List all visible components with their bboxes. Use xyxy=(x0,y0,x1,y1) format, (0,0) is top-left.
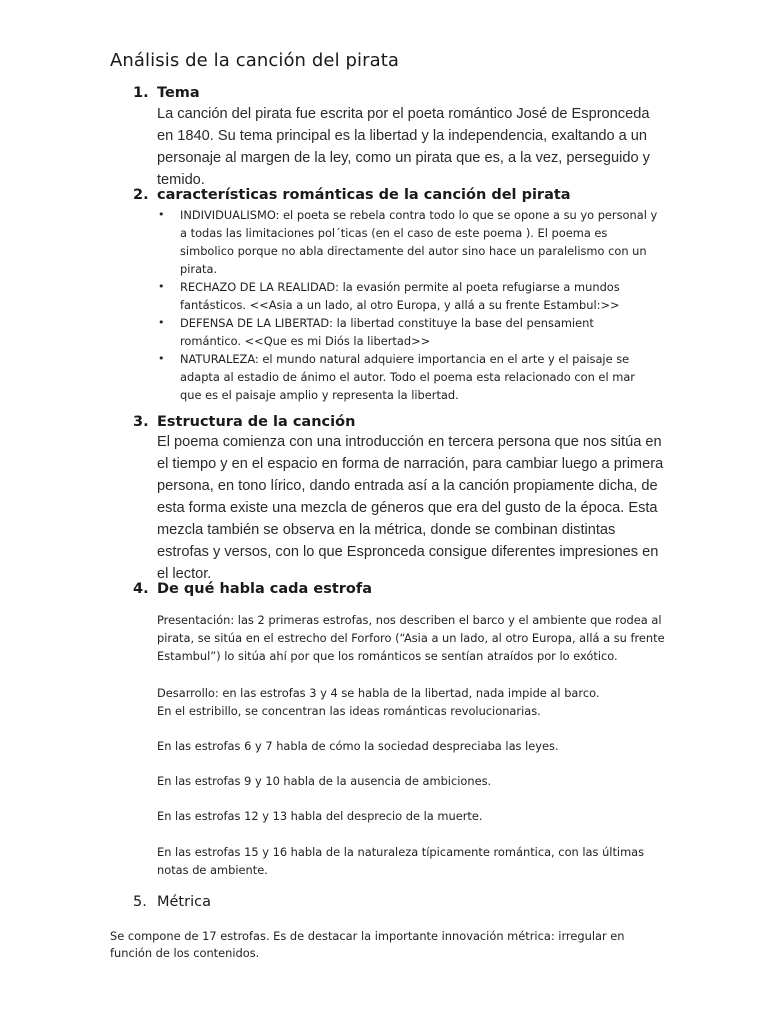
estrofas-15-16-text: En las estrofas 15 y 16 habla de la naturaleza típicamente romántica, con las últimas notas de ambiente. xyxy=(157,845,645,877)
section-5-number: 5. xyxy=(133,894,147,910)
estribillo-text: En el estribillo, se concentran las ideas románticas revolucionarias. xyxy=(157,704,541,718)
section-3-heading xyxy=(133,414,355,430)
estrofas-12-13-text: En las estrofas 12 y 13 habla del desprecio de la muerte. xyxy=(157,809,483,823)
section-4-heading xyxy=(133,581,372,597)
section-4-number: 4. xyxy=(133,581,149,597)
section-1-body: La canción del pirata fue escrita por el poeta romántico José de Espronceda en 1840. Su tema principal es la libertad y la independencia, exaltando a un personaje al margen de la ley, como un pirata que es, a la vez, perseguido y temido. xyxy=(157,106,650,188)
list-item-text: DEFENSA DE LA LIBERTAD: la libertad constituye la base del pensamient romántico. <<Que es mi Diós la libertad>> xyxy=(180,316,594,348)
bullet-icon: • xyxy=(158,352,165,365)
section-1-number: 1. xyxy=(133,85,149,101)
bullet-icon: • xyxy=(158,280,165,293)
bullet-icon: • xyxy=(158,316,165,329)
section-5-title: Métrica xyxy=(157,894,211,910)
list-item xyxy=(158,278,658,314)
bullet-icon: • xyxy=(158,208,165,221)
estrofas-9-10-text: En las estrofas 9 y 10 habla de la ausencia de ambiciones. xyxy=(157,774,492,788)
section-4-title: De qué habla cada estrofa xyxy=(157,581,372,597)
section-1-heading xyxy=(133,85,200,101)
list-item-text: INDIVIDUALISMO: el poeta se rebela contra todo lo que se opone a su yo personal y a todas las limitaciones pol´ticas (en el caso de este poema ). El poema es simbolico porque no abla directamente del autor sino hace un paralelismo con un pirata. xyxy=(180,208,658,276)
section-3-number: 3. xyxy=(133,414,149,430)
section-5-heading xyxy=(133,894,211,910)
section-1-title: Tema xyxy=(157,85,200,101)
section-2-heading xyxy=(133,187,571,203)
presentacion-text: Presentación: las 2 primeras estrofas, nos describen el barco y el ambiente que rodea al pirata, se sitúa en el estrecho del Forforo (“Asia a un lado, al otro Europa, allá a su frente Estambul”) lo sitúa ahí por que los románticos se sentían atraídos por lo exótico. xyxy=(157,613,665,663)
section-5-body: Se compone de 17 estrofas. Es de destacar la importante innovación métrica: irregular en función de los contenidos. xyxy=(110,929,625,960)
section-2-title: características románticas de la canción del pirata xyxy=(157,187,571,203)
document-title: Análisis de la canción del pirata xyxy=(110,50,400,71)
characteristics-list xyxy=(158,206,658,404)
list-item xyxy=(158,314,658,350)
list-item-text: NATURALEZA: el mundo natural adquiere importancia en el arte y el paisaje se adapta al estadio de ánimo el autor. Todo el poema esta relacionado con el mar que es el paisaje amplio y representa la libertad. xyxy=(180,352,635,402)
section-2-number: 2. xyxy=(133,187,149,203)
estrofas-6-7-text: En las estrofas 6 y 7 habla de cómo la sociedad despreciaba las leyes. xyxy=(157,739,559,753)
section-3-title: Estructura de la canción xyxy=(157,414,356,430)
list-item xyxy=(158,350,658,404)
desarrollo-text: Desarrollo: en las estrofas 3 y 4 se habla de la libertad, nada impide al barco. xyxy=(157,686,600,700)
list-item-text: RECHAZO DE LA REALIDAD: la evasión permite al poeta refugiarse a mundos fantásticos. <<Asia a un lado, al otro Europa, y allá a su frente Estambul:>> xyxy=(180,280,620,312)
list-item xyxy=(158,206,658,278)
section-3-body: El poema comienza con una introducción en tercera persona que nos sitúa en el tiempo y en el espacio en forma de narración, para cambiar luego a primera persona, en tono lírico, dando entrada así a la canción propiamente dicha, de esta forma existe una mezcla de géneros que era del gusto de la época. Esta mezcla también se observa en la métrica, donde se combinan distintas estrofas y versos, con lo que Espronceda consigue diferentes impresiones en el lector. xyxy=(157,434,664,582)
